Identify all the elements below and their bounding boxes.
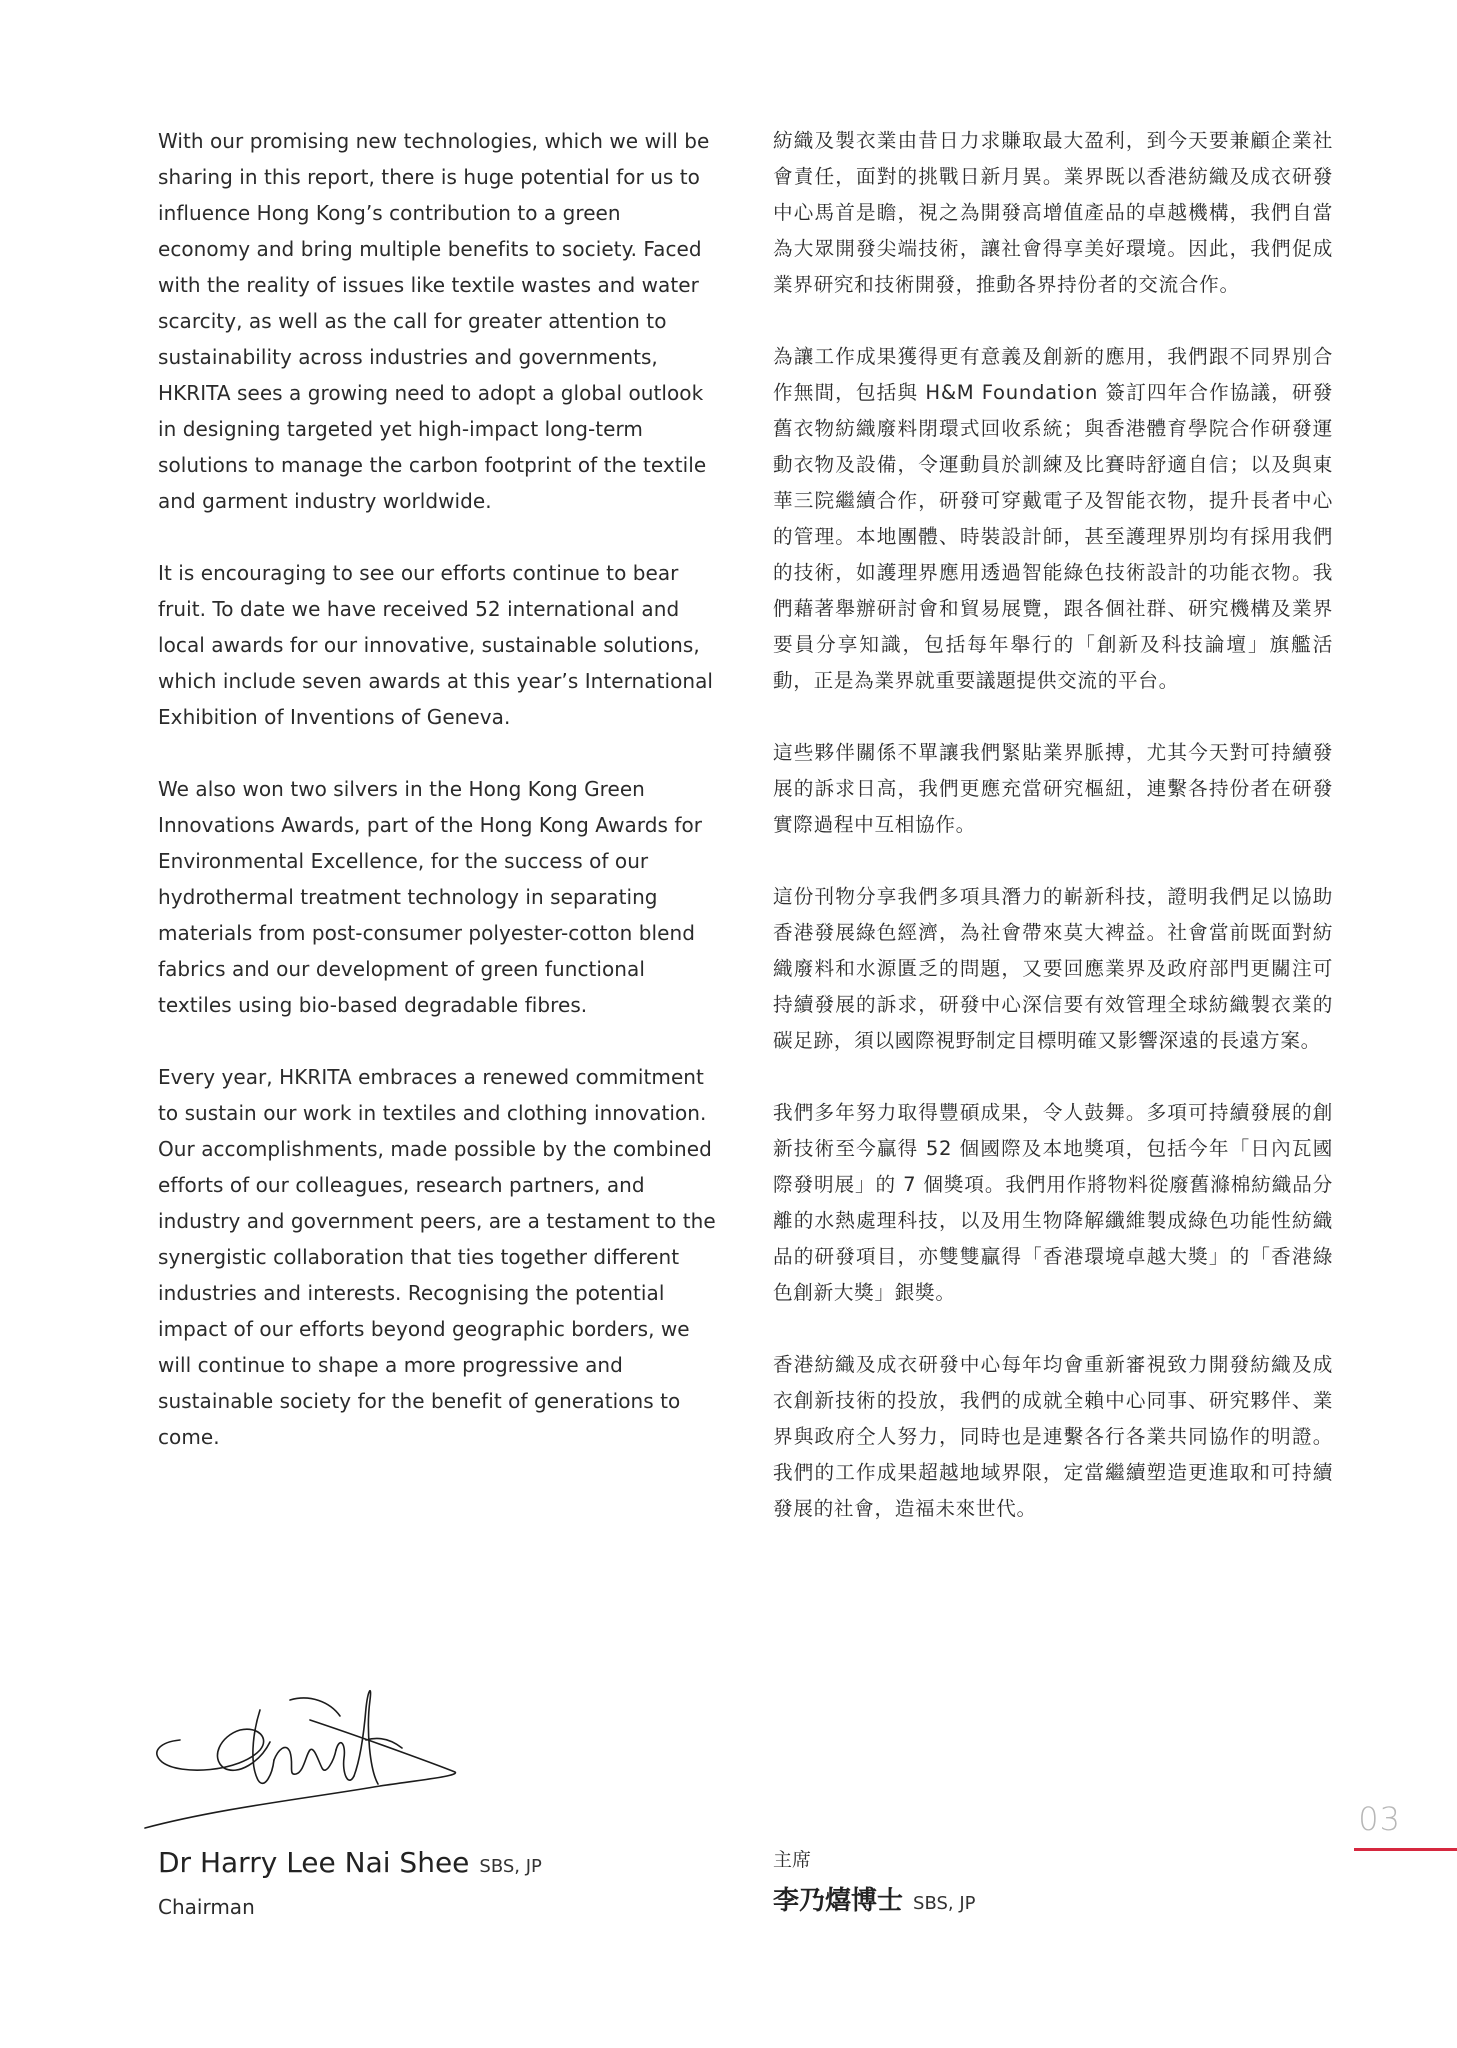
- english-column: [158, 123, 718, 1491]
- english-paragraph-4: Every year, HKRITA embraces a renewed commitment to sustain our work in textiles and clothing innovation. Our accomplishments, made possible by the combined efforts of our colleagues, research partners, and industry and government peers, are a testament to the synergistic collaboration that ties together different industries and interests. Recognising the potential impact of our efforts beyond geographic borders, we will continue to shape a more progressive and sustainable society for the benefit of generations to come.: [158, 1065, 716, 1449]
- chinese-paragraph-6: 香港紡織及成衣研發中心每年均會重新審視致力開發紡織及成衣創新技術的投放，我們的成就全賴中心同事、研究夥伴、業界與政府仝人努力，同時也是連繫各行各業共同協作的明證。我們的工作成果超越地域界限，定當繼續塑造更進取和可持續發展的社會，造福未來世代。: [773, 1353, 1333, 1520]
- chinese-column: [773, 123, 1333, 1563]
- chinese-paragraph-4: 這份刊物分享我們多項具潛力的嶄新科技，證明我們足以協助香港發展綠色經濟，為社會帶來莫大裨益。社會當前既面對紡織廢料和水源匱乏的問題，又要回應業界及政府部門更關注可持續發展的訴求，研發中心深信要有效管理全球紡織製衣業的碳足跡，須以國際視野制定目標明確又影響深遠的長遠方案。: [773, 885, 1333, 1052]
- signatory-name-en-text: Dr Harry Lee Nai Shee: [158, 1846, 470, 1879]
- chinese-paragraph-3: 這些夥伴關係不單讓我們緊貼業界脈搏，尤其今天對可持續發展的訴求日高，我們更應充當研究樞紐，連繫各持份者在研發實際過程中互相協作。: [773, 741, 1333, 836]
- signatory-name-zh-text: 李乃熺博士: [773, 1886, 904, 1916]
- handwritten-signature: [140, 1680, 480, 1830]
- page-number: 03: [1358, 1800, 1401, 1838]
- signatory-title-en: Chairman: [158, 1895, 255, 1919]
- english-paragraph-3: We also won two silvers in the Hong Kong Green Innovations Awards, part of the Hong Kong Awards for Environmental Excellence, for the success of our hydrothermal treatment technology in separating materials from post-consumer polyester-cotton blend fabrics and our development of green functional textiles using bio-based degradable fibres.: [158, 777, 703, 1017]
- english-signatory: [158, 1845, 542, 1925]
- chinese-signatory: [773, 1845, 976, 1924]
- signatory-name-en: [158, 1845, 542, 1885]
- chinese-paragraph-2: 為讓工作成果獲得更有意義及創新的應用，我們跟不同界別合作無間，包括與 H&M Foundation 簽訂四年合作協議，研發舊衣物紡織廢料閉環式回收系統；與香港體育學院合作研發運動衣物及設備，令運動員於訓練及比賽時舒適自信；以及與東華三院繼續合作，研發可穿戴電子及智能衣物，提升長者中心的管理。本地團體、時裝設計師，甚至護理界別均有採用我們的技術，如護理界應用透過智能綠色技術設計的功能衣物。我們藉著舉辦研討會和貿易展覽，跟各個社群、研究機構及業界要員分享知識，包括每年舉行的「創新及科技論壇」旗艦活動，正是為業界就重要議題提供交流的平台。: [773, 345, 1333, 692]
- page-number-rule: [1354, 1848, 1457, 1851]
- signatory-title-zh: 主席: [773, 1849, 812, 1871]
- signatory-name-zh: [773, 1881, 976, 1924]
- signatory-honours-zh: SBS, JP: [913, 1893, 976, 1914]
- english-paragraph-1: With our promising new technologies, which we will be sharing in this report, there is huge potential for us to influence Hong Kong’s contribution to a green economy and bring multiple benefits to society. Faced with the reality of issues like textile wastes and water scarcity, as well as the call for greater attention to sustainability across industries and governments, HKRITA sees a growing need to adopt a global outlook in designing targeted yet high-impact long-term solutions to manage the carbon footprint of the textile and garment industry worldwide.: [158, 129, 710, 513]
- chinese-paragraph-5: 我們多年努力取得豐碩成果，令人鼓舞。多項可持續發展的創新技術至今贏得 52 個國際及本地獎項，包括今年「日內瓦國際發明展」的 7 個獎項。我們用作將物料從廢舊滌棉紡織品分離的水熱處理科技，以及用生物降解纖維製成綠色功能性紡織品的研發項目，亦雙雙贏得「香港環境卓越大獎」的「香港綠色創新大獎」銀獎。: [773, 1101, 1333, 1304]
- signatory-honours-en: SBS, JP: [479, 1856, 542, 1877]
- english-paragraph-2: It is encouraging to see our efforts continue to bear fruit. To date we have received 52 international and local awards for our innovative, sustainable solutions, which include seven awards at this year’s International Exhibition of Inventions of Geneva.: [158, 561, 714, 729]
- chinese-paragraph-1: 紡織及製衣業由昔日力求賺取最大盈利，到今天要兼顧企業社會責任，面對的挑戰日新月異。業界既以香港紡織及成衣研發中心馬首是瞻，視之為開發高增值產品的卓越機構，我們自當為大眾開發尖端技術，讓社會得享美好環境。因此，我們促成業界研究和技術開發，推動各界持份者的交流合作。: [773, 129, 1333, 296]
